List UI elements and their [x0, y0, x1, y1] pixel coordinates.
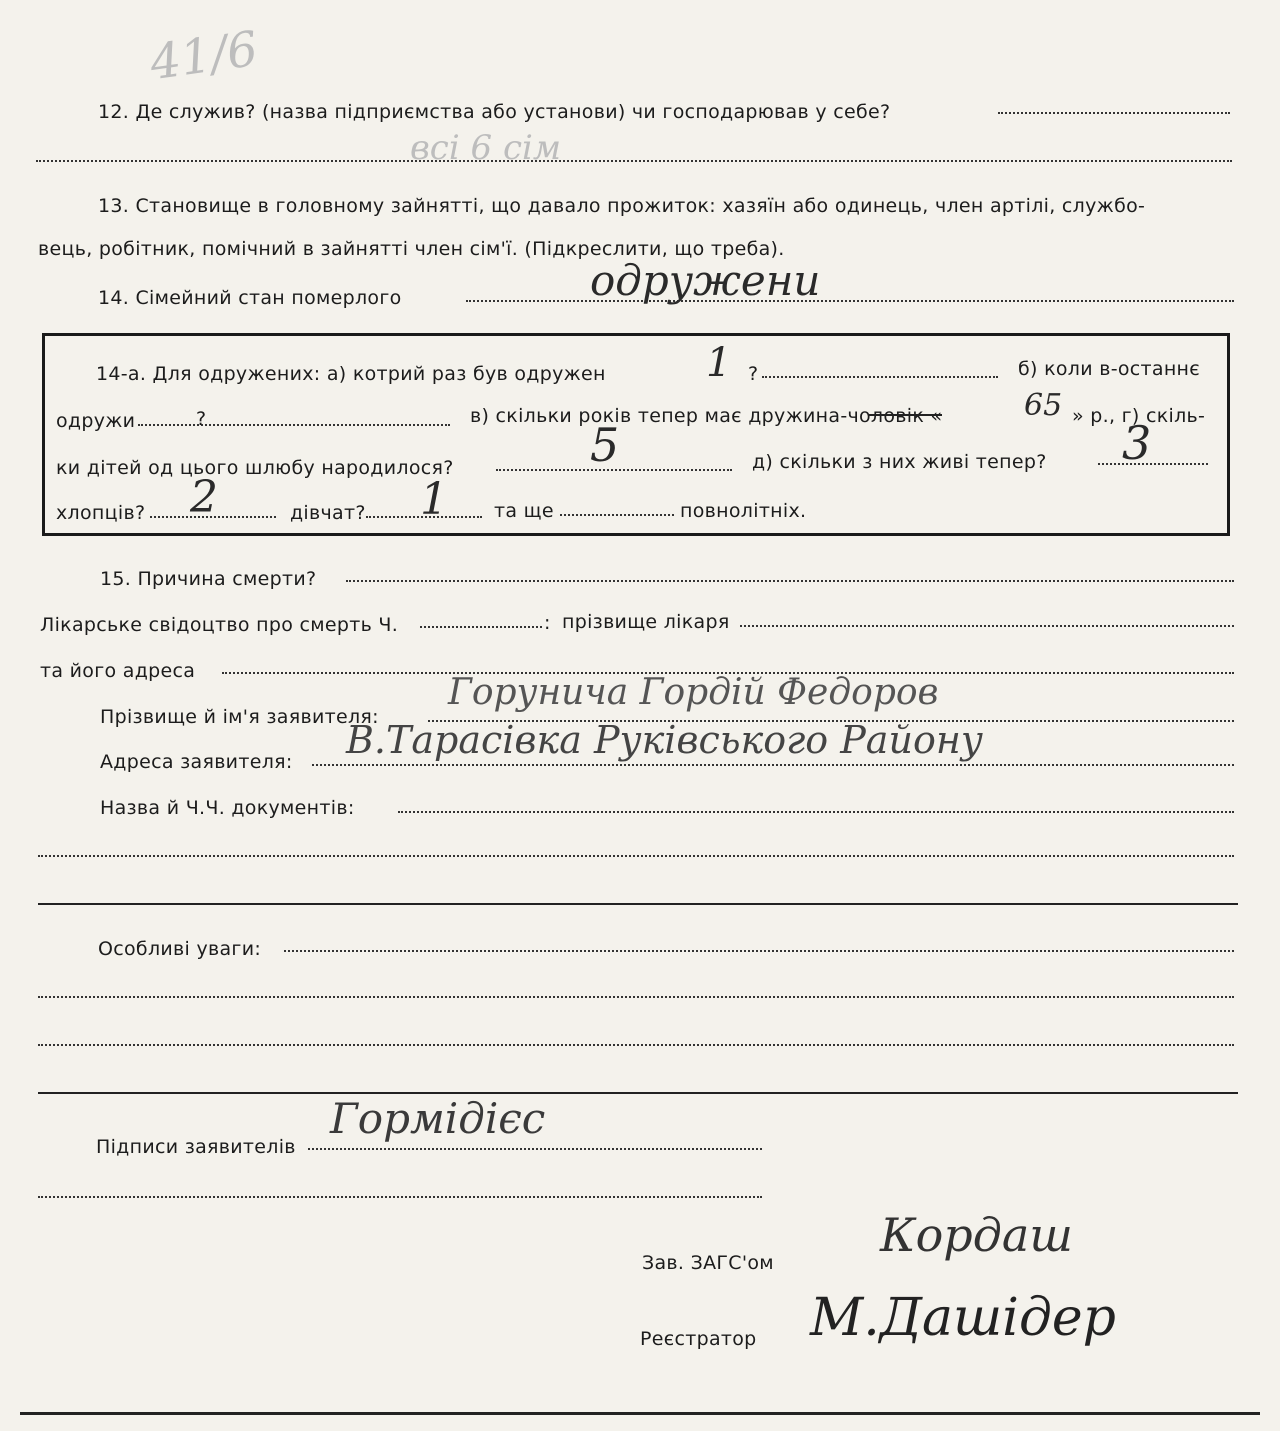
notes-label: Особливі уваги: [98, 938, 262, 960]
applicant-address-dotted [312, 764, 1234, 766]
q15-med-label: Лікарське свідоцтво про смерть Ч. [40, 614, 399, 636]
notes-dotted-3 [38, 1044, 1234, 1046]
applicants-signature-dotted [308, 1148, 762, 1150]
registrar-label: Реєстратор [640, 1328, 757, 1350]
registrar-signature: М.Дашідер [810, 1288, 1116, 1348]
q15-address-label: та його адреса [40, 660, 196, 682]
q14a-dotted-more [560, 514, 674, 516]
q14a-more-label: та ще [494, 500, 554, 522]
q14a-q1: ? [748, 363, 759, 385]
q14a-born-answer: 5 [590, 418, 620, 472]
zags-signature: Кордаш [880, 1208, 1073, 1262]
bottom-border-line [20, 1412, 1260, 1415]
q14-label: 14. Сімейний стан померлого [98, 287, 402, 309]
q14a-times-answer: 1 [706, 340, 732, 386]
q14a-boys-label: хлопців? [56, 502, 146, 524]
q13-line1: 13. Становище в головному зайнятті, що давало прожиток: хазяїн або одинець, член артілі, службо- [98, 195, 1146, 217]
q14-dotted-line [466, 300, 1234, 302]
applicants-signature: Гормідієс [330, 1094, 546, 1143]
zags-label: Зав. ЗАГС'ом [642, 1252, 774, 1274]
q14a-age-answer: 65 [1024, 388, 1063, 423]
q14a-line2-a: одружи [56, 410, 136, 432]
q12-label: 12. Де служив? (назва підприємства або установи) чи господарював у себе? [98, 101, 891, 123]
q14a-line3-a: ки дітей од цього шлюбу народилося? [56, 457, 454, 479]
q13-line2: вець, робітник, помічний в зайнятті член сім'ї. (Підкреслити, що треба). [38, 238, 785, 260]
q14-answer: одружени [590, 256, 821, 305]
q14a-end-label: повнолітніх. [680, 500, 807, 522]
q15-colon: : [544, 612, 551, 634]
section-divider-2 [38, 1092, 1238, 1094]
q14a-dotted-1 [762, 376, 998, 378]
applicant-address-label: Адреса заявителя: [100, 751, 293, 773]
q14a-dotted-3b [1098, 463, 1208, 465]
q14a-line2-b: в) скільки років тепер має дружина-чоловік « [470, 405, 943, 427]
q14a-strike-cholovik [868, 414, 942, 416]
notes-dotted-1 [284, 950, 1234, 952]
q14a-dotted-2 [138, 424, 450, 426]
q14a-line2-c: » р., г) скіль- [1072, 405, 1206, 427]
applicant-name-label: Прізвище й ім'я заявителя: [100, 706, 379, 728]
section-divider-1 [38, 903, 1238, 905]
q14a-girls-answer: 1 [420, 474, 448, 525]
q12-answer: всі 6 сім [410, 128, 562, 168]
applicants-signature-label: Підписи заявителів [96, 1136, 296, 1158]
q14a-line3-b: д) скільки з них живі тепер? [752, 451, 1047, 473]
applicant-docs-label: Назва й Ч.Ч. документів: [100, 797, 355, 819]
q14a-girls-label: дівчат? [290, 502, 366, 524]
q15-cause-label: 15. Причина смерти? [100, 568, 317, 590]
corner-archive-mark: 41/6 [146, 20, 262, 92]
q15-dotted-cause [346, 580, 1234, 582]
q15-dotted-med [420, 626, 542, 628]
q14a-alive-answer: 3 [1122, 416, 1152, 470]
applicant-name-value: Горунича Гордій Федоров [448, 672, 939, 713]
applicant-docs-dotted-2 [38, 855, 1234, 857]
notes-dotted-2 [38, 996, 1234, 998]
applicant-docs-dotted [398, 811, 1234, 813]
q15-dotted-doctor [740, 625, 1234, 627]
q14a-line1: 14-а. Для одружених: а) котрий раз був одружен [96, 363, 606, 385]
applicant-address-value: В.Тарасівка Руківського Району [346, 718, 983, 762]
q14a-q2: ? [196, 408, 207, 430]
q12-dotted-line-2 [36, 160, 1232, 162]
q14a-line1-b: б) коли в-останнє [1018, 358, 1201, 380]
q12-dotted-line [998, 112, 1230, 114]
q14a-boys-answer: 2 [190, 472, 218, 523]
q15-doctor-label: прізвище лікаря [562, 611, 730, 633]
applicants-signature-dotted-2 [38, 1196, 762, 1198]
